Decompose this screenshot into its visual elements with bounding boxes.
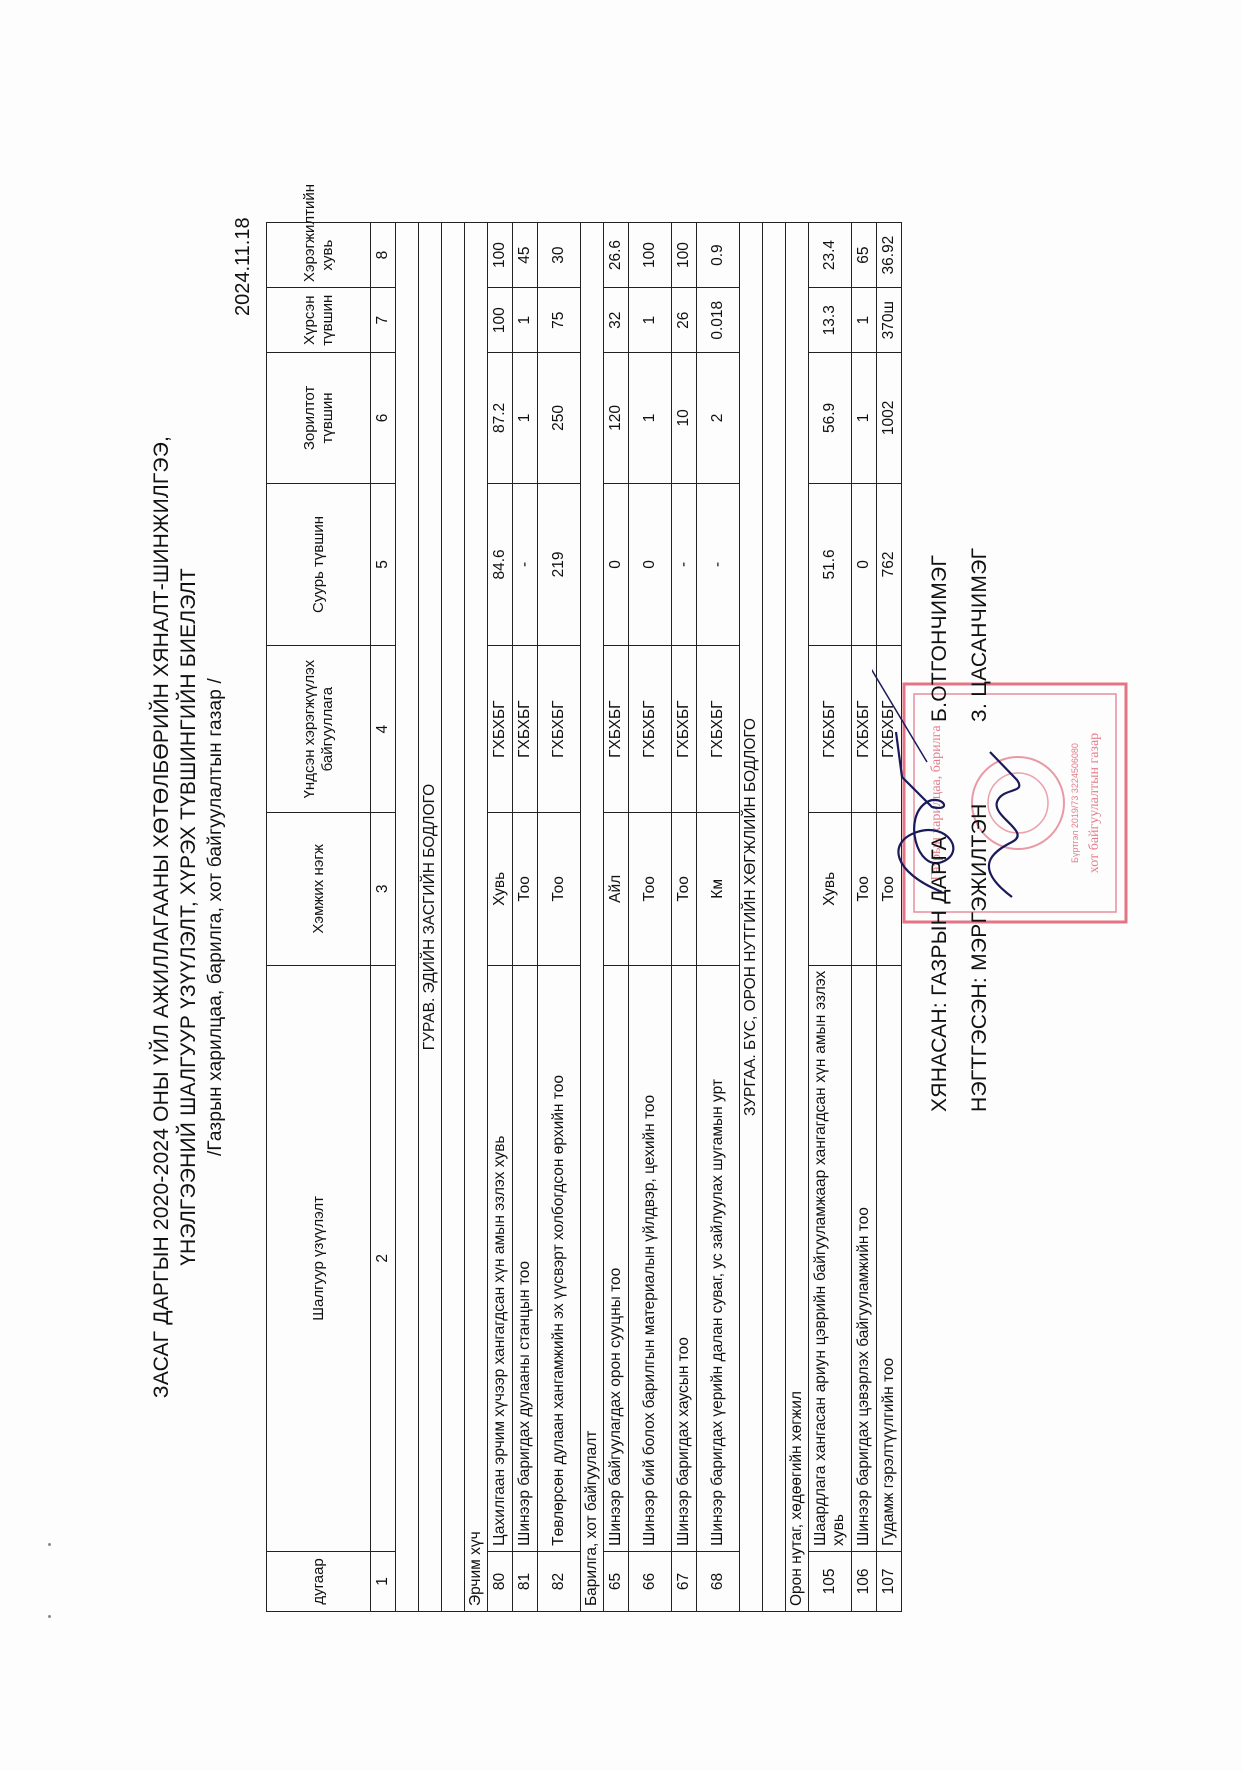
table-row (488, 223, 513, 1612)
index-cell: 7 (371, 288, 396, 353)
table-row (629, 223, 672, 1612)
index-cell: 8 (371, 223, 396, 288)
blank-row (442, 223, 465, 1612)
org-cell: ГХБХБГ (488, 646, 513, 813)
blank-row (763, 223, 786, 1612)
unit-cell: Айл (604, 812, 629, 965)
section-row (419, 223, 442, 1612)
header-cell: Суурь түвшин (267, 483, 371, 646)
index-cell: 5 (371, 483, 396, 646)
row-number: 107 (877, 1551, 902, 1611)
header-cell: Хүрсэн түвшин (267, 288, 371, 353)
baseline-cell: 84.6 (488, 483, 513, 646)
unit-cell: Тоо (877, 812, 902, 965)
index-cell: 1 (371, 1551, 396, 1611)
table-row (604, 223, 629, 1612)
compiled-by-name: З. ЦАСАНЧИМЭГ (968, 547, 991, 722)
table-row (538, 223, 581, 1612)
table-row (697, 223, 740, 1612)
group-row (786, 223, 809, 1612)
unit-cell: Тоо (672, 812, 697, 965)
header-cell: Хэмжих нэгж (267, 812, 371, 965)
org-cell: ГХБХБГ (604, 646, 629, 813)
indicator-text: Шинээр баригдах цэвэрлэх байгууламжийн тоо (852, 965, 877, 1551)
baseline-cell: 0 (852, 483, 877, 646)
org-cell: ГХБХБГ (672, 646, 697, 813)
document-date: 2024.11.18 (232, 217, 254, 316)
baseline-cell: 0 (629, 483, 672, 646)
header-cell: Зорилтот түвшин (267, 353, 371, 483)
target-cell: 2 (697, 353, 740, 483)
header-cell: дугаар (267, 1551, 371, 1611)
baseline-cell: - (513, 483, 538, 646)
handwritten-signatures (872, 582, 1062, 912)
unit-cell: Тоо (513, 812, 538, 965)
org-cell: ГХБХБГ (697, 646, 740, 813)
target-cell: 1002 (877, 353, 902, 483)
title-line-3: /Газрын харилцаа, барилга, хот байгуулалтын газар / (205, 677, 226, 1157)
column-index-row (371, 223, 396, 1612)
org-cell: ГХБХБГ (809, 646, 852, 813)
unit-cell: Хувь (488, 812, 513, 965)
section-heading: ЗУРГАА. БҮС, ОРОН НУТГИЙН ХӨГЖЛИЙН БОДЛОГО (740, 223, 763, 1612)
checked-by-label: ХЯНАСАН: ГАЗРЫН ДАРГА (928, 836, 951, 1112)
target-cell: 1 (513, 353, 538, 483)
indicator-text: Шинээр баригдах дулааны станцын тоо (513, 965, 538, 1551)
row-number: 105 (809, 1551, 852, 1611)
baseline-cell: - (697, 483, 740, 646)
title-line-2: ҮНЭЛГЭЭНИЙ ШАЛГУУР ҮЗҮҮЛЭЛТ, ХҮРЭХ ТҮВШИНГИЙН БИЕЛЭЛТ (177, 568, 200, 1266)
index-cell: 4 (371, 646, 396, 813)
table-row (809, 223, 852, 1612)
unit-cell: Тоо (852, 812, 877, 965)
section-heading: ГУРАВ. ЭДИЙН ЗАСГИЙН БОДЛОГО (419, 223, 442, 1612)
checked-by-name: Б.ОТГОНЧИМЭГ (928, 554, 951, 722)
achieved-cell: 1 (852, 288, 877, 353)
blank-cell (763, 223, 786, 1612)
index-cell: 6 (371, 353, 396, 483)
org-cell: ГХБХБГ (513, 646, 538, 813)
achieved-cell: 26 (672, 288, 697, 353)
org-cell: ГХБХБГ (852, 646, 877, 813)
blank-cell (396, 223, 419, 1612)
group-row (581, 223, 604, 1612)
indicator-text: Гудамж гэрэлтүүлгийн тоо (877, 965, 902, 1551)
org-cell: ГХБХБГ (629, 646, 672, 813)
indicator-text: Шинээр баригдах үерийн далан суваг, ус зайлуулах шугамын урт (697, 965, 740, 1551)
achieved-cell: 1 (513, 288, 538, 353)
target-cell: 1 (629, 353, 672, 483)
achieved-cell: 13.3 (809, 288, 852, 353)
compiled-by-line (968, 547, 992, 1112)
row-number: 66 (629, 1551, 672, 1611)
target-cell: 10 (672, 353, 697, 483)
stamp-number: Бүртгэл 2019/73 3224506080 (1070, 743, 1080, 863)
compiled-by-label: НЭГТГЭСЭН: МЭРГЭЖИЛТЭН (968, 803, 991, 1112)
achieved-cell: 370ш (877, 288, 902, 353)
document-title (148, 222, 229, 1612)
unit-cell: Хувь (809, 812, 852, 965)
achieved-cell: 32 (604, 288, 629, 353)
target-cell: 56.9 (809, 353, 852, 483)
baseline-cell: 762 (877, 483, 902, 646)
header-cell: Хэрэгжилтийн хувь (267, 223, 371, 288)
row-number: 68 (697, 1551, 740, 1611)
target-cell: 250 (538, 353, 581, 483)
header-cell: Шалгуур үзүүлэлт (267, 965, 371, 1551)
section-row (740, 223, 763, 1612)
percent-cell: 26.6 (604, 223, 629, 288)
achieved-cell: 0.018 (697, 288, 740, 353)
org-cell: ГХБХБГ (877, 646, 902, 813)
baseline-cell: 0 (604, 483, 629, 646)
group-row (465, 223, 488, 1612)
indicator-text: Цахилгаан эрчим хүчээр хангагдсан хүн амын эзлэх хувь (488, 965, 513, 1551)
percent-cell: 0.9 (697, 223, 740, 288)
unit-cell: Тоо (629, 812, 672, 965)
unit-cell: Км (697, 812, 740, 965)
group-heading: Эрчим хүч (465, 223, 488, 1612)
stamp-text-bottom: хот байгуулалтын газар (1087, 732, 1102, 874)
unit-cell: Тоо (538, 812, 581, 965)
stamp-text-top: Газрын харилцаа, барилга (929, 725, 944, 881)
header-cell: Үндсэн хэрэгжүүлэх байгууллага (267, 646, 371, 813)
table-row (877, 223, 902, 1612)
table-row (852, 223, 877, 1612)
achieved-cell: 75 (538, 288, 581, 353)
percent-cell: 65 (852, 223, 877, 288)
target-cell: 87.2 (488, 353, 513, 483)
blank-row (396, 223, 419, 1612)
achieved-cell: 100 (488, 288, 513, 353)
row-number: 80 (488, 1551, 513, 1611)
blank-cell (442, 223, 465, 1612)
percent-cell: 36.92 (877, 223, 902, 288)
percent-cell: 30 (538, 223, 581, 288)
indicator-text: Төвлөрсөн дулаан хангамжийн эх үүсвэрт холбогдсон өрхийн тоо (538, 965, 581, 1551)
percent-cell: 100 (672, 223, 697, 288)
group-heading: Орон нутаг, хөдөөгийн хөгжил (786, 223, 809, 1612)
row-number: 67 (672, 1551, 697, 1611)
index-cell: 2 (371, 965, 396, 1551)
scan-speck (48, 1615, 51, 1618)
scan-speck (48, 1543, 51, 1546)
indicator-text: Шинээр бий болох барилгын материалын үйлдвэр, цехийн тоо (629, 965, 672, 1551)
table-row (513, 223, 538, 1612)
group-heading: Барилга, хот байгуулалт (581, 223, 604, 1612)
row-number: 81 (513, 1551, 538, 1611)
org-cell: ГХБХБГ (538, 646, 581, 813)
indicators-table (266, 183, 902, 1612)
indicator-text: Шинээр байгуулагдах орон сууцны тоо (604, 965, 629, 1551)
title-line-1: ЗАСАГ ДАРГЫН 2020-2024 ОНЫ ҮЙЛ АЖИЛЛАГААНЫ ХӨТӨЛБӨРИЙН ХЯНАЛТ-ШИНЖИЛГЭЭ, (150, 435, 173, 1399)
baseline-cell: 219 (538, 483, 581, 646)
index-cell: 3 (371, 812, 396, 965)
target-cell: 1 (852, 353, 877, 483)
indicator-text: Шинээр баригдах хаусын тоо (672, 965, 697, 1551)
table-header-row (267, 223, 371, 1612)
row-number: 82 (538, 1551, 581, 1611)
percent-cell: 100 (629, 223, 672, 288)
achieved-cell: 1 (629, 288, 672, 353)
row-number: 106 (852, 1551, 877, 1611)
percent-cell: 100 (488, 223, 513, 288)
rotated-sheet (148, 122, 1102, 1612)
table-row (672, 223, 697, 1612)
target-cell: 120 (604, 353, 629, 483)
percent-cell: 23.4 (809, 223, 852, 288)
baseline-cell: 51.6 (809, 483, 852, 646)
row-number: 65 (604, 1551, 629, 1611)
indicator-text: Шаардлага хангасан ариун цэврийн байгууламжаар хангагдсан хүн амын эзлэх хувь (809, 965, 852, 1551)
percent-cell: 45 (513, 223, 538, 288)
baseline-cell: - (672, 483, 697, 646)
